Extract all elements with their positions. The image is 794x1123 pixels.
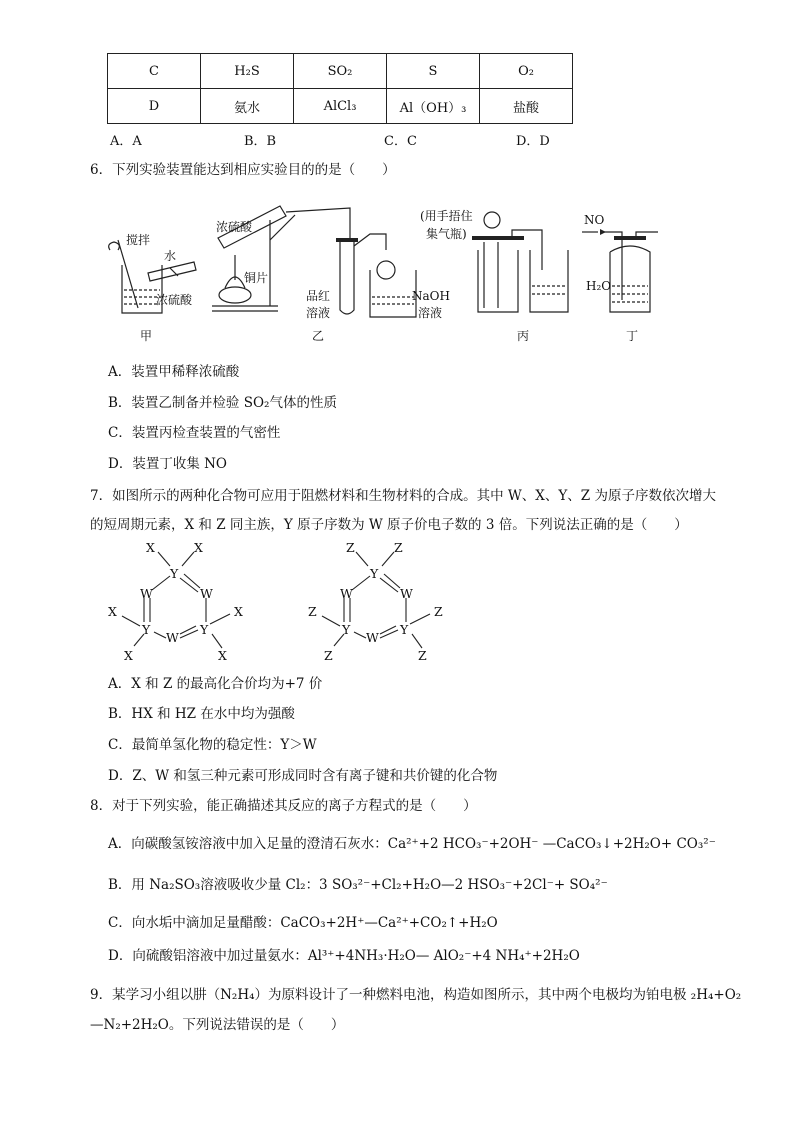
atom: Z	[394, 540, 403, 555]
table-row	[108, 54, 573, 89]
label-bing: 丙	[517, 329, 530, 343]
label-h2o: H₂O	[586, 279, 612, 293]
q6-option-b[interactable]: B．装置乙制备并检验 SO₂气体的性质	[108, 395, 337, 411]
option-b[interactable]: B．B	[244, 134, 277, 149]
atom: Y	[200, 622, 209, 637]
label-hold-2: 集气瓶)	[426, 227, 467, 241]
q6-apparatus-figure	[100, 200, 680, 350]
table-cell: 盐酸	[480, 89, 573, 124]
q8-option-b[interactable]: B．用 Na₂SO₃溶液吸收少量 Cl₂：3 SO₃²⁻+Cl₂+H₂O—2 HSO₃⁻+2Cl⁻+ SO₄²⁻	[108, 877, 608, 893]
q9-stem-line1: 9．某学习小组以肼（N₂H₄）为原料设计了一种燃料电池，构造如图所示，其中两个电极均为铂电极 ₂H₄+O₂	[90, 987, 742, 1003]
atom: W	[200, 586, 213, 601]
q8-option-a[interactable]: A．向碳酸氢铵溶液中加入足量的澄清石灰水：Ca²⁺+2 HCO₃⁻+2OH⁻ —CaCO₃↓+2H₂O+ CO₃²⁻	[108, 836, 716, 852]
q7-option-c[interactable]: C．最简单氢化物的稳定性：Y＞W	[108, 737, 317, 753]
q7-option-a[interactable]: A．X 和 Z 的最高化合价均为+7 价	[108, 676, 323, 692]
atom: X	[234, 604, 243, 619]
label-pinhong-1: 品红	[306, 289, 331, 303]
answer-table	[107, 53, 573, 124]
atom: Y	[400, 622, 409, 637]
table-row	[108, 89, 573, 124]
atom: X	[194, 540, 203, 555]
atom: X	[218, 648, 227, 663]
label-conc-acid-b: 浓硫酸	[216, 220, 253, 234]
table-cell: S	[387, 54, 480, 89]
table-cell: AlCl₃	[294, 89, 387, 124]
table-cell: 氨水	[201, 89, 294, 124]
q9-stem-line2: —N₂+2H₂O。下列说法错误的是（ ）	[90, 1017, 345, 1033]
atom: Y	[370, 566, 379, 581]
atom: W	[166, 630, 179, 645]
label-conc-acid-a: 浓硫酸	[156, 293, 193, 307]
atom: X	[124, 648, 133, 663]
option-a[interactable]: A．A	[110, 134, 142, 149]
q6-option-d[interactable]: D．装置丁收集 NO	[108, 456, 227, 472]
atom: Z	[324, 648, 333, 663]
table-cell: Al（OH）₃	[387, 89, 480, 124]
atom: W	[400, 586, 413, 601]
q8-stem: 8．对于下列实验，能正确描述其反应的离子方程式的是（ ）	[90, 798, 477, 814]
label-no: NO	[584, 213, 605, 227]
label-naoh-2: 溶液	[418, 306, 443, 320]
q7-stem-line1: 7．如图所示的两种化合物可应用于阻燃材料和生物材料的合成。其中 W、X、Y、Z 为原子序数依次增大	[90, 488, 716, 504]
option-c[interactable]: C．C	[384, 134, 417, 149]
q6-option-a[interactable]: A．装置甲稀释浓硫酸	[108, 364, 240, 380]
atom: W	[366, 630, 379, 645]
label-jia: 甲	[140, 329, 153, 343]
q6-option-c[interactable]: C．装置丙检查装置的气密性	[108, 425, 281, 441]
label-yi: 乙	[312, 329, 325, 343]
q7-structure-figure	[100, 538, 460, 666]
label-stir: 搅拌	[126, 233, 151, 247]
atom: X	[108, 604, 117, 619]
option-d[interactable]: D．D	[516, 134, 550, 149]
atom: W	[340, 586, 353, 601]
atom: Z	[418, 648, 427, 663]
table-cell: SO₂	[294, 54, 387, 89]
q7-option-d[interactable]: D．Z、W 和氢三种元素可形成同时含有离子键和共价键的化合物	[108, 768, 498, 784]
atom: X	[146, 540, 155, 555]
label-water: 水	[164, 249, 177, 263]
q8-option-c[interactable]: C．向水垢中滴加足量醋酸：CaCO₃+2H⁺—Ca²⁺+CO₂↑+H₂O	[108, 915, 498, 931]
label-pinhong-2: 溶液	[306, 306, 331, 320]
atom: Y	[170, 566, 179, 581]
atom: Z	[434, 604, 443, 619]
atom: W	[140, 586, 153, 601]
table-cell: D	[108, 89, 201, 124]
atom: Y	[142, 622, 151, 637]
label-copper: 铜片	[244, 271, 269, 285]
atom: Y	[342, 622, 351, 637]
q7-option-b[interactable]: B．HX 和 HZ 在水中均为强酸	[108, 706, 295, 722]
q7-stem-line2: 的短周期元素，X 和 Z 同主族，Y 原子序数为 W 原子价电子数的 3 倍。下列说法正确的是（ ）	[90, 517, 688, 533]
table-cell: H₂S	[201, 54, 294, 89]
q8-option-d[interactable]: D．向硫酸铝溶液中加过量氨水：Al³⁺+4NH₃·H₂O— AlO₂⁻+4 NH₄⁺+2H₂O	[108, 948, 580, 964]
label-hold-1: (用手捂住	[420, 209, 473, 223]
atom: Z	[308, 604, 317, 619]
q6-stem: 6．下列实验装置能达到相应实验目的的是（ ）	[90, 162, 396, 178]
table-cell: O₂	[480, 54, 573, 89]
table-cell: C	[108, 54, 201, 89]
label-ding: 丁	[626, 329, 639, 343]
atom: Z	[346, 540, 355, 555]
label-naoh-1: NaOH	[412, 289, 450, 303]
